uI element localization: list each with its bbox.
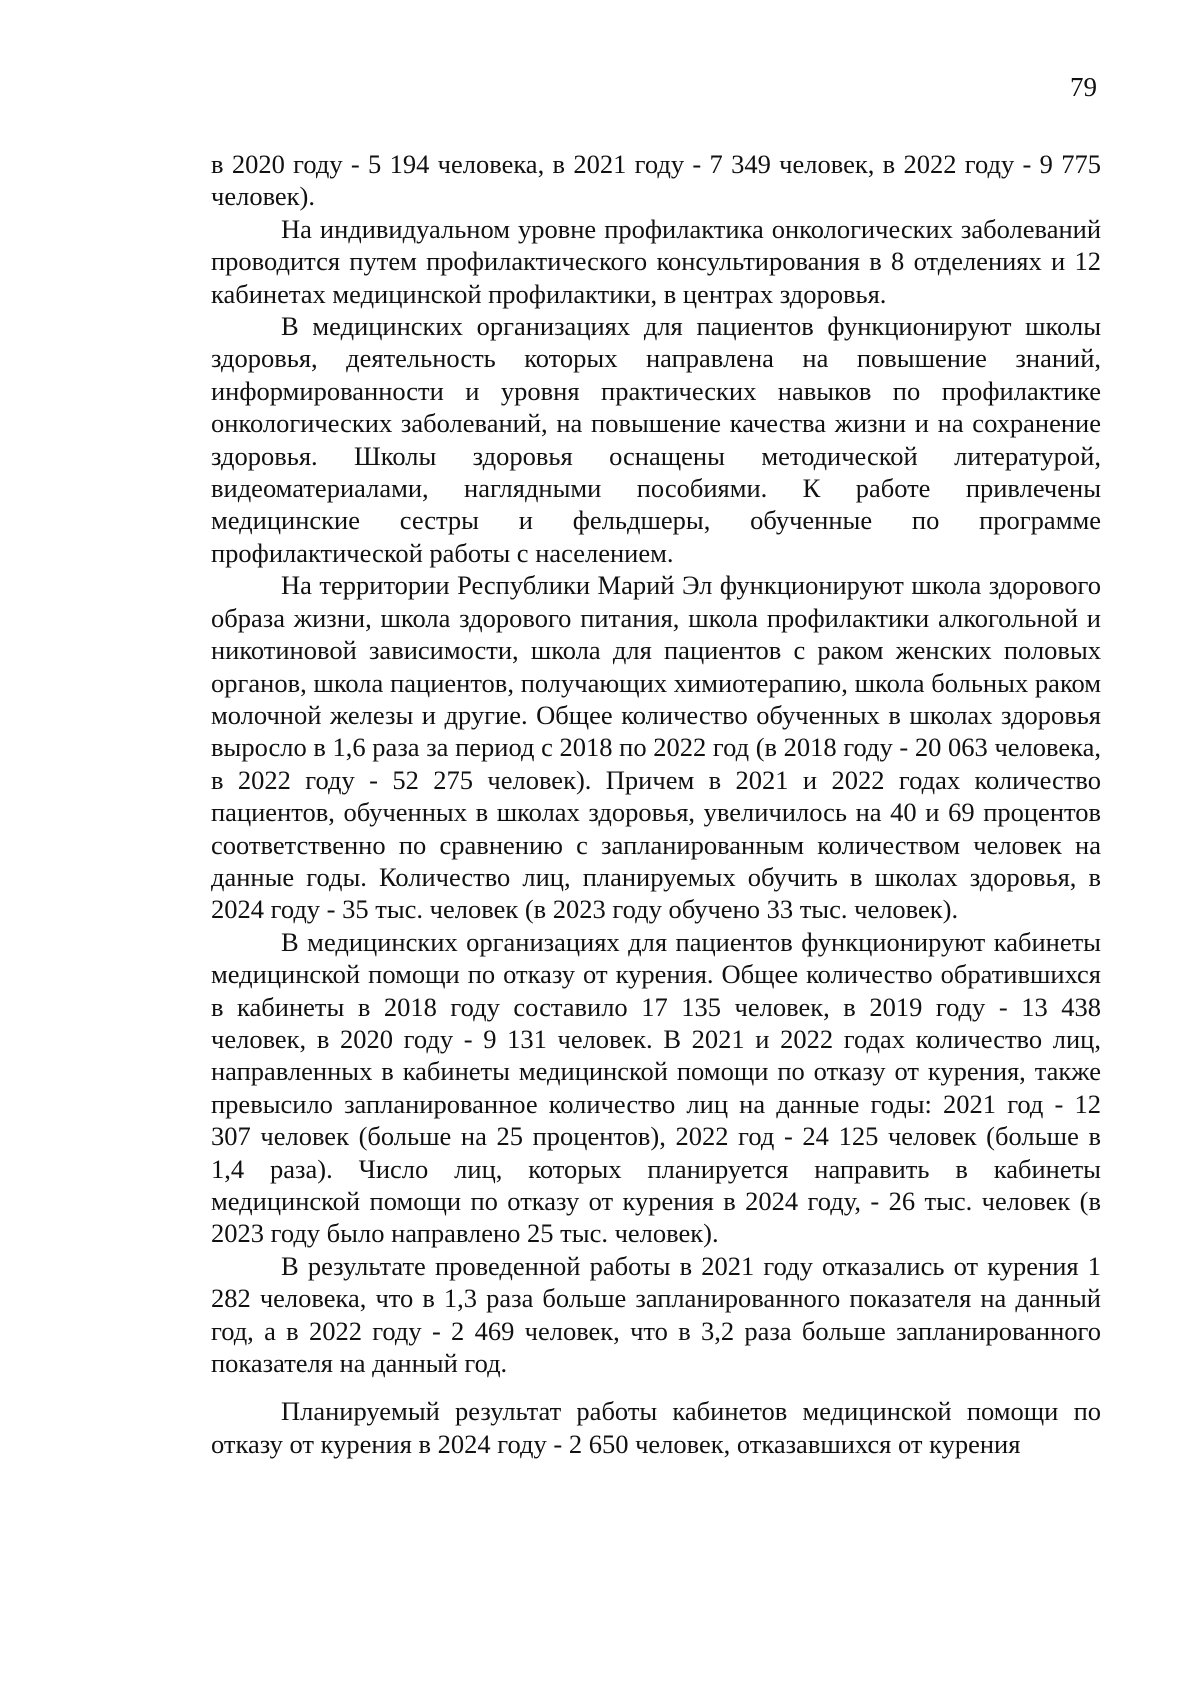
paragraph-individual-prevention: На индивидуальном уровне профилактика онкологических заболеваний проводится путем профилактического консультирования в 8 отделениях и 12 кабинетах медицинской профилактики, в центрах здоровья.	[211, 213, 1101, 309]
page-number: 79	[1070, 72, 1097, 102]
paragraph-mari-el-schools: На территории Республики Марий Эл функционируют школа здорового образа жизни, школа здорового питания, школа профилактики алкогольной и никотиновой зависимости, школа для пациентов с раком женских половых органов, школа пациентов, получающих химиотерапию, школа больных раком молочной железы и другие. Общее количество обученных в школах здоровья выросло в 1,6 раза за период с 2018 по 2022 год (в 2018 году - 20 063 человека, в 2022 году - 52 275 человек). Причем в 2021 и 2022 годах количество пациентов, обученных в школах здоровья, увеличилось на 40 и 69 процентов соответственно по сравнению с запланированным количеством человек на данные годы. Количество лиц, планируемых обучить в школах здоровья, в 2024 году - 35 тыс. человек (в 2023 году обучено 33 тыс. человек).	[211, 570, 1101, 925]
paragraph-smoking-cessation-offices: В медицинских организациях для пациентов функционируют кабинеты медицинской помощи по отказу от курения. Общее количество обратившихся в кабинеты в 2018 году составило 17 135 человек, в 2019 году - 13 438 человек, в 2020 году - 9 131 человек. В 2021 и 2022 годах количество лиц, направленных в кабинеты медицинской помощи по отказу от курения, также превысило запланированное количество лиц на данные годы: 2021 год - 12 307 человек (больше на 25 процентов), 2022 год - 24 125 человек (больше в 1,4 раза). Число лиц, которых планируется направить в кабинеты медицинской помощи по отказу от курения в 2024 году, - 26 тыс. человек (в 2023 году было направлено 25 тыс. человек).	[211, 926, 1101, 1249]
paragraph-health-schools: В медицинских организациях для пациентов функционируют школы здоровья, деятельность которых направлена на повышение знаний, информированности и уровня практических навыков по профилактике онкологических заболеваний, на повышение качества жизни и на сохранение здоровья. Школы здоровья оснащены методической литературой, видеоматериалами, наглядными пособиями. К работе привлечены медицинские сестры и фельдшеры, обученные по программе профилактической работы с населением.	[211, 311, 1101, 568]
paragraph-planned-result: Планируемый результат работы кабинетов медицинской помощи по отказу от курения в 2024 году - 2 650 человек, отказавшихся от курения	[211, 1396, 1101, 1459]
paragraph-continuation: в 2020 году - 5 194 человека, в 2021 году - 7 349 человек, в 2022 году - 9 775 человек).	[211, 149, 1101, 212]
body-text	[211, 148, 1101, 1460]
paragraph-results: В результате проведенной работы в 2021 году отказались от курения 1 282 человека, что в 1,3 раза больше запланированного показателя на данный год, а в 2022 году - 2 469 человек, что в 3,2 раза больше запланированного показателя на данный год.	[211, 1250, 1101, 1379]
